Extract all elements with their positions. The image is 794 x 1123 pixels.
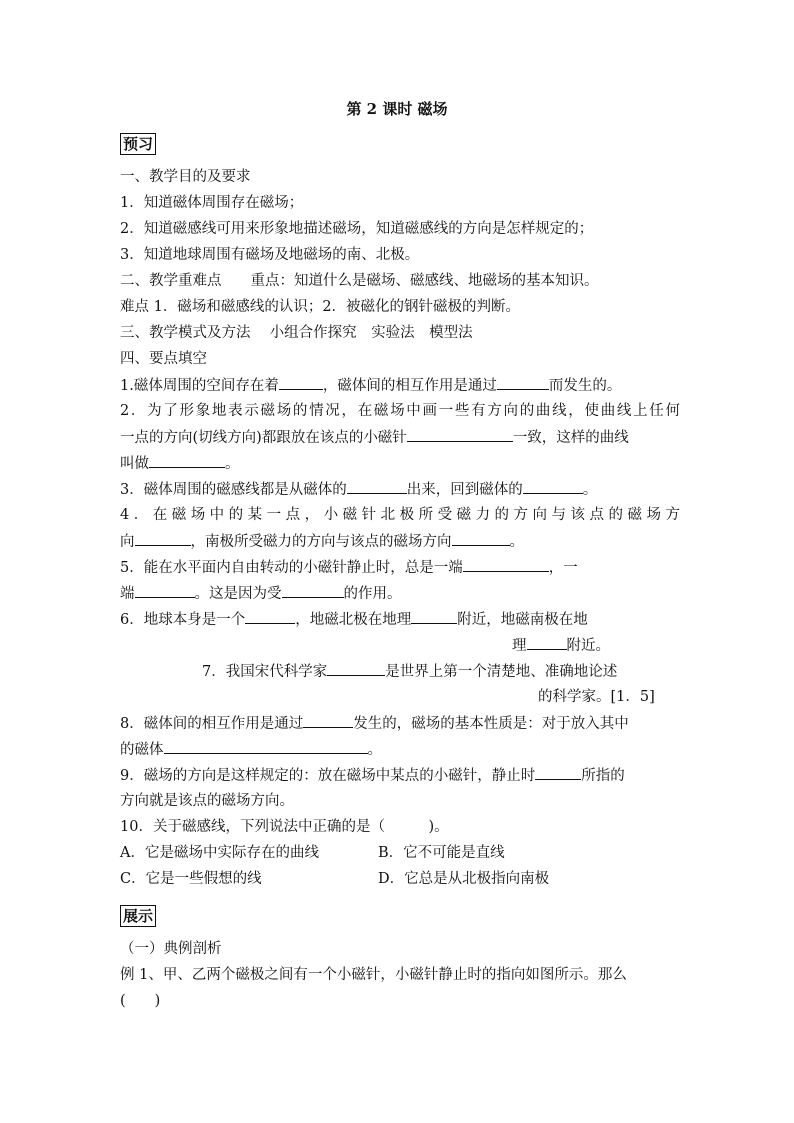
q5-text-d: 。这是因为受 — [194, 586, 282, 602]
q6-text-c: 附近，地磁南极在地 — [457, 612, 588, 628]
goal-2: 2．知道磁感线可用来形象地描述磁场，知道磁感线的方向是怎样规定的； — [120, 221, 594, 237]
q7-text-b: 是世界上第一个清楚地、准确地论述 — [385, 664, 618, 680]
difficult-points: 难点 1．磁场和磁感线的认识；2．被磁化的钢针磁极的判断。 — [120, 299, 521, 315]
question-8-line-1 — [120, 713, 680, 734]
heading-key-points: 二、教学重难点 重点：知道什么是磁场、磁感线、地磁场的基本知识。 — [120, 273, 599, 289]
answer-blank[interactable] — [527, 635, 567, 650]
answer-blank[interactable] — [347, 479, 407, 494]
section-label-show: 展示 — [120, 905, 156, 927]
q4-text-c: ，南极所受磁力的方向与该点的磁场方向 — [190, 534, 452, 550]
option-d[interactable]: D．它总是从北极指向南极 — [378, 871, 550, 887]
answer-blank[interactable] — [463, 557, 549, 572]
question-7-line-2: 的科学家。[1．5] — [538, 689, 655, 705]
example-1: 例 1、甲、乙两个磁极之间有一个小磁针，小磁针静止时的指向如图所示。那么 — [120, 967, 627, 983]
question-2-line-3 — [120, 453, 680, 474]
q5-text-e: 的作用。 — [343, 586, 402, 602]
option-b[interactable]: B．它不可能是直线 — [378, 845, 505, 861]
q8-text-b: 发生的，磁场的基本性质是：对于放入其中 — [353, 716, 629, 732]
q9-text-a: 9．磁场的方向是这样规定的：放在磁场中某点的小磁针，静止时 — [120, 768, 536, 784]
q8-text-c: 的磁体 — [120, 742, 164, 758]
answer-blank[interactable] — [135, 583, 195, 598]
question-6-line-1 — [120, 609, 680, 630]
question-5-line-1 — [120, 557, 680, 578]
q4-text-b: 向 — [120, 534, 135, 550]
question-3 — [120, 479, 680, 500]
q5-text-a: 5．能在水平面内自由转动的小磁针静止时，总是一端 — [120, 560, 463, 576]
question-9-line-2: 方向就是该点的磁场方向。 — [120, 793, 294, 809]
q6-text-b: ，地磁北极在地理 — [295, 612, 412, 628]
answer-blank[interactable] — [135, 531, 191, 546]
question-5-line-2 — [120, 583, 680, 604]
answer-blank[interactable] — [535, 765, 581, 780]
question-1 — [120, 375, 680, 396]
answer-blank[interactable] — [245, 609, 295, 624]
answer-blank[interactable] — [282, 583, 344, 598]
question-7-line-1 — [202, 661, 682, 682]
heading-methods: 三、教学模式及方法 小组合作探究 实验法 模型法 — [120, 325, 473, 341]
example-1-choice: ( ) — [120, 993, 161, 1009]
question-2-line-2 — [120, 427, 680, 448]
q7-text-a: 7．我国宋代科学家 — [202, 664, 328, 680]
q1-text-a: 1.磁体周围的空间存在着 — [120, 378, 279, 394]
question-4-line-1: 4．在磁场中的某一点，小磁针北极所受磁力的方向与该点的磁场方 — [120, 507, 680, 523]
answer-blank[interactable] — [164, 739, 368, 754]
q8-text-d: 。 — [367, 742, 382, 758]
goal-3: 3．知道地球周围有磁场及地磁场的南、北极。 — [120, 247, 420, 263]
question-8-line-2 — [120, 739, 680, 760]
q3-text-b: 出来，回到磁体的 — [406, 482, 523, 498]
option-a[interactable]: A．它是磁场中实际存在的曲线 — [120, 845, 319, 861]
q1-text-c: 而发生的。 — [548, 378, 622, 394]
q9-text-b: 所指的 — [581, 768, 625, 784]
answer-blank[interactable] — [327, 661, 385, 676]
q6-text-d: 理 — [512, 638, 527, 654]
answer-blank[interactable] — [411, 609, 457, 624]
answer-blank[interactable] — [523, 479, 583, 494]
q3-text-c: 。 — [582, 482, 598, 498]
answer-blank[interactable] — [497, 375, 549, 390]
answer-blank[interactable] — [279, 375, 323, 390]
question-9-line-1 — [120, 765, 680, 786]
heading-examples: （一）典例剖析 — [120, 941, 222, 957]
q6-text-a: 6．地球本身是一个 — [120, 612, 246, 628]
answer-blank[interactable] — [407, 427, 513, 442]
question-10: 10．关于磁感线，下列说法中正确的是（ )。 — [120, 819, 449, 835]
q4-text-d: 。 — [509, 534, 524, 550]
section-label-preview: 预习 — [120, 133, 156, 155]
option-c[interactable]: C．它是一些假想的线 — [120, 871, 262, 887]
answer-blank[interactable] — [303, 713, 353, 728]
question-6-line-2 — [512, 635, 682, 656]
q5-text-b: ，一 — [548, 560, 578, 576]
question-2-line-1: 2．为了形象地表示磁场的情况，在磁场中画一些有方向的曲线，使曲线上任何 — [120, 403, 680, 419]
answer-blank[interactable] — [149, 453, 225, 468]
q2-text-e: 。 — [225, 456, 240, 472]
q1-text-b: ，磁体间的相互作用是通过 — [322, 378, 497, 394]
answer-blank[interactable] — [452, 531, 510, 546]
q8-text-a: 8．磁体间的相互作用是通过 — [120, 716, 304, 732]
q5-text-c: 端 — [120, 586, 135, 602]
question-4-line-2 — [120, 531, 680, 552]
page-title: 第 2 课时 磁场 — [346, 100, 448, 118]
q6-text-e: 附近。 — [566, 638, 610, 654]
q2-text-d: 叫做 — [120, 456, 149, 472]
q2-text-c: 一致，这样的曲线 — [512, 430, 629, 446]
q3-text-a: 3．磁体周围的磁感线都是从磁体的 — [120, 482, 347, 498]
heading-goals: 一、教学目的及要求 — [120, 169, 251, 185]
goal-1: 1．知道磁体周围存在磁场； — [120, 195, 304, 211]
q2-text-b: 一点的方向(切线方向)都跟放在该点的小磁针 — [120, 430, 407, 446]
heading-fill-in: 四、要点填空 — [120, 351, 207, 367]
